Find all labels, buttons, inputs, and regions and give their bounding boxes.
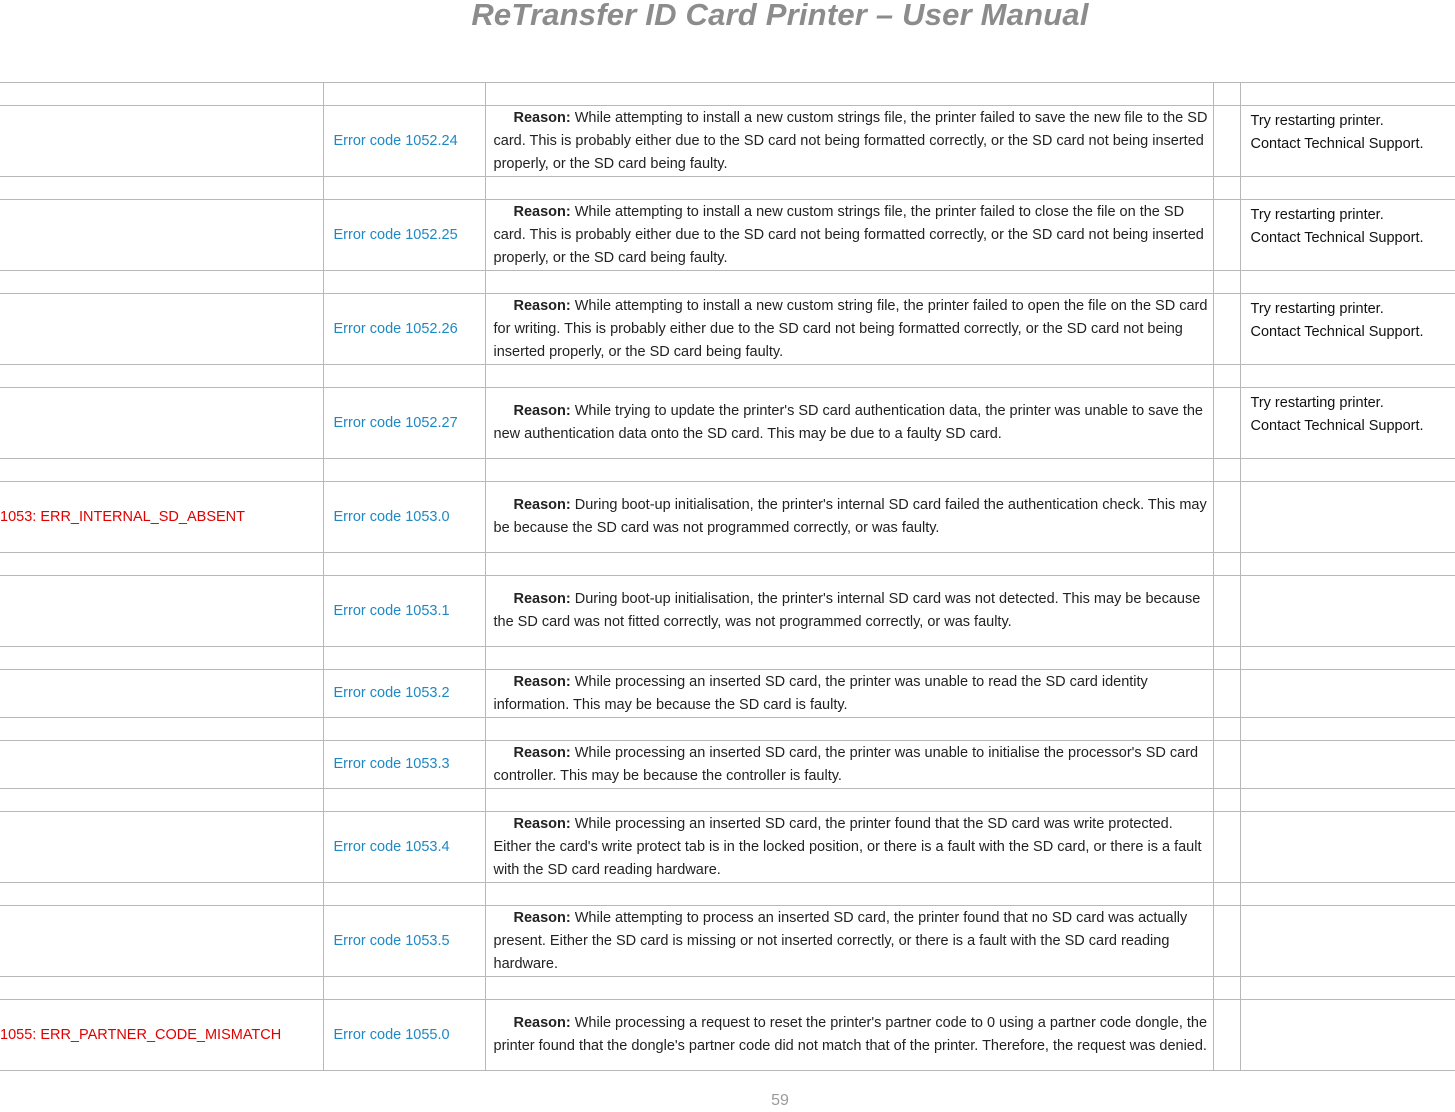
empty-cell <box>1213 812 1240 883</box>
error-name-cell <box>0 388 323 459</box>
spacer-row <box>0 83 1455 106</box>
empty-cell <box>0 883 323 906</box>
empty-cell <box>323 647 485 670</box>
error-name-cell <box>0 576 323 647</box>
reason-cell <box>485 200 1213 271</box>
action-line: Contact Technical Support. <box>1250 136 1424 152</box>
reason-text: While processing an inserted SD card, the printer found that the SD card was write protected. Either the card's write protect tab is in the locked position, or there is a fault with the SD card, or there is a fault with the SD card reading hardware. <box>493 815 1202 878</box>
empty-cell <box>323 789 485 812</box>
empty-cell <box>0 647 323 670</box>
empty-cell <box>485 883 1213 906</box>
empty-cell <box>0 553 323 576</box>
table-row <box>0 1000 1455 1071</box>
empty-cell <box>323 883 485 906</box>
reason-text: While processing a request to reset the printer's partner code to 0 using a partner code dongle, the printer found that the dongle's partner code did not match that of the printer. Therefore, the request was denied. <box>493 1015 1208 1054</box>
spacer-row <box>0 365 1455 388</box>
empty-cell <box>323 177 485 200</box>
reason-label: Reason: <box>513 497 571 513</box>
reason-label: Reason: <box>513 109 571 126</box>
empty-cell <box>0 718 323 741</box>
error-code-cell: Error code 1053.4 <box>323 812 485 883</box>
error-code-cell: Error code 1053.2 <box>323 670 485 718</box>
empty-cell <box>1240 647 1455 670</box>
reason-label: Reason: <box>513 744 571 761</box>
reason-label: Reason: <box>513 673 571 690</box>
reason-text: While trying to update the printer's SD card authentication data, the printer was unable to save the new authentication data onto the SD card. This may be due to a faulty SD card. <box>493 403 1203 442</box>
reason-cell <box>485 670 1213 718</box>
action-cell <box>1240 482 1455 553</box>
empty-cell <box>1213 718 1240 741</box>
empty-cell <box>1240 83 1455 106</box>
action-line: Try restarting printer. <box>1250 113 1384 129</box>
error-code-cell: Error code 1052.27 <box>323 388 485 459</box>
error-code-cell: Error code 1052.25 <box>323 200 485 271</box>
empty-cell <box>1213 1000 1240 1071</box>
empty-cell <box>1213 553 1240 576</box>
empty-cell <box>323 553 485 576</box>
reason-label: Reason: <box>513 297 571 314</box>
reason-cell <box>485 294 1213 365</box>
action-cell <box>1240 294 1455 365</box>
action-cell <box>1240 106 1455 177</box>
table-row <box>0 906 1455 977</box>
error-code-cell: Error code 1052.26 <box>323 294 485 365</box>
empty-cell <box>0 83 323 106</box>
empty-cell <box>485 647 1213 670</box>
action-line: Contact Technical Support. <box>1250 230 1424 246</box>
action-line: Try restarting printer. <box>1250 301 1384 317</box>
table-row <box>0 388 1455 459</box>
empty-cell <box>485 271 1213 294</box>
empty-cell <box>323 459 485 482</box>
reason-cell <box>485 1000 1213 1071</box>
action-line: Contact Technical Support. <box>1250 418 1424 434</box>
empty-cell <box>1240 271 1455 294</box>
empty-cell <box>1213 271 1240 294</box>
empty-cell <box>1213 906 1240 977</box>
spacer-row <box>0 883 1455 906</box>
action-cell <box>1240 812 1455 883</box>
reason-cell <box>485 482 1213 553</box>
empty-cell <box>485 459 1213 482</box>
empty-cell <box>1240 365 1455 388</box>
empty-cell <box>1240 177 1455 200</box>
reason-cell <box>485 106 1213 177</box>
reason-label: Reason: <box>513 815 571 832</box>
table-row <box>0 200 1455 271</box>
reason-text: During boot-up initialisation, the printer's internal SD card was not detected. This may be because the SD card was not fitted correctly, was not programmed correctly, or was faulty. <box>493 591 1201 630</box>
empty-cell <box>323 83 485 106</box>
empty-cell <box>1240 789 1455 812</box>
error-code-cell: Error code 1053.0 <box>323 482 485 553</box>
empty-cell <box>1213 647 1240 670</box>
action-cell <box>1240 741 1455 789</box>
reason-label: Reason: <box>513 909 571 926</box>
empty-cell <box>485 83 1213 106</box>
error-code-cell: Error code 1053.5 <box>323 906 485 977</box>
table-row <box>0 670 1455 718</box>
empty-cell <box>1213 977 1240 1000</box>
empty-cell <box>1213 388 1240 459</box>
error-code-cell: Error code 1053.3 <box>323 741 485 789</box>
empty-cell <box>1213 459 1240 482</box>
table-row <box>0 294 1455 365</box>
reason-cell <box>485 812 1213 883</box>
reason-cell <box>485 741 1213 789</box>
empty-cell <box>1213 294 1240 365</box>
reason-label: Reason: <box>513 1015 571 1031</box>
reason-text: While attempting to install a new custom strings file, the printer failed to save the new file to the SD card. This is probably either due to the SD card not being formatted correctly, or the SD card not being inserted properly, or the SD card being faulty. <box>493 109 1208 172</box>
action-line: Try restarting printer. <box>1250 207 1384 223</box>
empty-cell <box>0 177 323 200</box>
empty-cell <box>1240 459 1455 482</box>
empty-cell <box>1240 977 1455 1000</box>
reason-cell <box>485 388 1213 459</box>
error-name-cell <box>0 200 323 271</box>
reason-text: During boot-up initialisation, the printer's internal SD card failed the authentication check. This may be because the SD card was not programmed correctly, or was faulty. <box>493 497 1207 536</box>
empty-cell <box>323 365 485 388</box>
error-name-cell <box>0 812 323 883</box>
table-row <box>0 741 1455 789</box>
empty-cell <box>485 977 1213 1000</box>
empty-cell <box>1213 741 1240 789</box>
error-name-cell <box>0 741 323 789</box>
spacer-row <box>0 718 1455 741</box>
error-name-cell <box>0 906 323 977</box>
reason-label: Reason: <box>513 403 571 419</box>
error-name-cell: 1053: ERR_INTERNAL_SD_ABSENT <box>0 482 323 553</box>
table-row <box>0 812 1455 883</box>
error-codes-table <box>0 82 1455 1071</box>
table-row <box>0 482 1455 553</box>
empty-cell <box>1213 789 1240 812</box>
empty-cell <box>0 459 323 482</box>
reason-text: While attempting to process an inserted SD card, the printer found that no SD card was actually present. Either the SD card is missing or not inserted correctly, or there is a fault with the SD card reading hardware. <box>493 909 1188 972</box>
empty-cell <box>323 718 485 741</box>
reason-text: While attempting to install a new custom string file, the printer failed to open the file on the SD card for writing. This is probably either due to the SD card not being formatted correctly, or the SD card not being inserted properly, or the SD card being faulty. <box>493 297 1208 360</box>
action-line: Try restarting printer. <box>1250 395 1384 411</box>
table-row <box>0 576 1455 647</box>
spacer-row <box>0 647 1455 670</box>
action-cell <box>1240 388 1455 459</box>
empty-cell <box>1213 576 1240 647</box>
spacer-row <box>0 789 1455 812</box>
empty-cell <box>0 271 323 294</box>
empty-cell <box>1213 83 1240 106</box>
empty-cell <box>1240 883 1455 906</box>
empty-cell <box>1213 106 1240 177</box>
empty-cell <box>0 789 323 812</box>
empty-cell <box>1213 670 1240 718</box>
action-cell <box>1240 200 1455 271</box>
reason-label: Reason: <box>513 203 571 220</box>
error-code-cell: Error code 1052.24 <box>323 106 485 177</box>
empty-cell <box>1240 718 1455 741</box>
error-name-cell <box>0 294 323 365</box>
action-cell <box>1240 576 1455 647</box>
action-line: Contact Technical Support. <box>1250 324 1424 340</box>
reason-cell <box>485 576 1213 647</box>
document-title: ReTransfer ID Card Printer – User Manual <box>471 0 1089 32</box>
error-name-cell: 1055: ERR_PARTNER_CODE_MISMATCH <box>0 1000 323 1071</box>
spacer-row <box>0 459 1455 482</box>
error-code-cell: Error code 1053.1 <box>323 576 485 647</box>
empty-cell <box>1213 482 1240 553</box>
error-name-cell <box>0 670 323 718</box>
table-row <box>0 106 1455 177</box>
page-number: 59 <box>771 1092 789 1109</box>
empty-cell <box>485 718 1213 741</box>
action-cell <box>1240 670 1455 718</box>
empty-cell <box>1213 177 1240 200</box>
reason-text: While processing an inserted SD card, the printer was unable to initialise the processor's SD card controller. This may be because the controller is faulty. <box>493 744 1199 784</box>
action-cell <box>1240 906 1455 977</box>
error-name-cell <box>0 106 323 177</box>
spacer-row <box>0 977 1455 1000</box>
empty-cell <box>485 365 1213 388</box>
spacer-row <box>0 271 1455 294</box>
empty-cell <box>485 789 1213 812</box>
empty-cell <box>0 365 323 388</box>
reason-text: While attempting to install a new custom strings file, the printer failed to close the file on the SD card. This is probably either due to the SD card not being formatted correctly, or the SD card not being inserted properly, or the SD card being faulty. <box>493 203 1204 266</box>
error-table-body <box>0 83 1455 1071</box>
spacer-row <box>0 553 1455 576</box>
empty-cell <box>323 977 485 1000</box>
empty-cell <box>1213 883 1240 906</box>
empty-cell <box>1240 553 1455 576</box>
reason-cell <box>485 906 1213 977</box>
empty-cell <box>323 271 485 294</box>
reason-label: Reason: <box>513 591 571 607</box>
reason-text: While processing an inserted SD card, the printer was unable to read the SD card identity information. This may be because the SD card is faulty. <box>493 673 1148 713</box>
empty-cell <box>1213 200 1240 271</box>
empty-cell <box>485 553 1213 576</box>
action-cell <box>1240 1000 1455 1071</box>
empty-cell <box>485 177 1213 200</box>
empty-cell <box>1213 365 1240 388</box>
spacer-row <box>0 177 1455 200</box>
error-code-cell: Error code 1055.0 <box>323 1000 485 1071</box>
empty-cell <box>0 977 323 1000</box>
